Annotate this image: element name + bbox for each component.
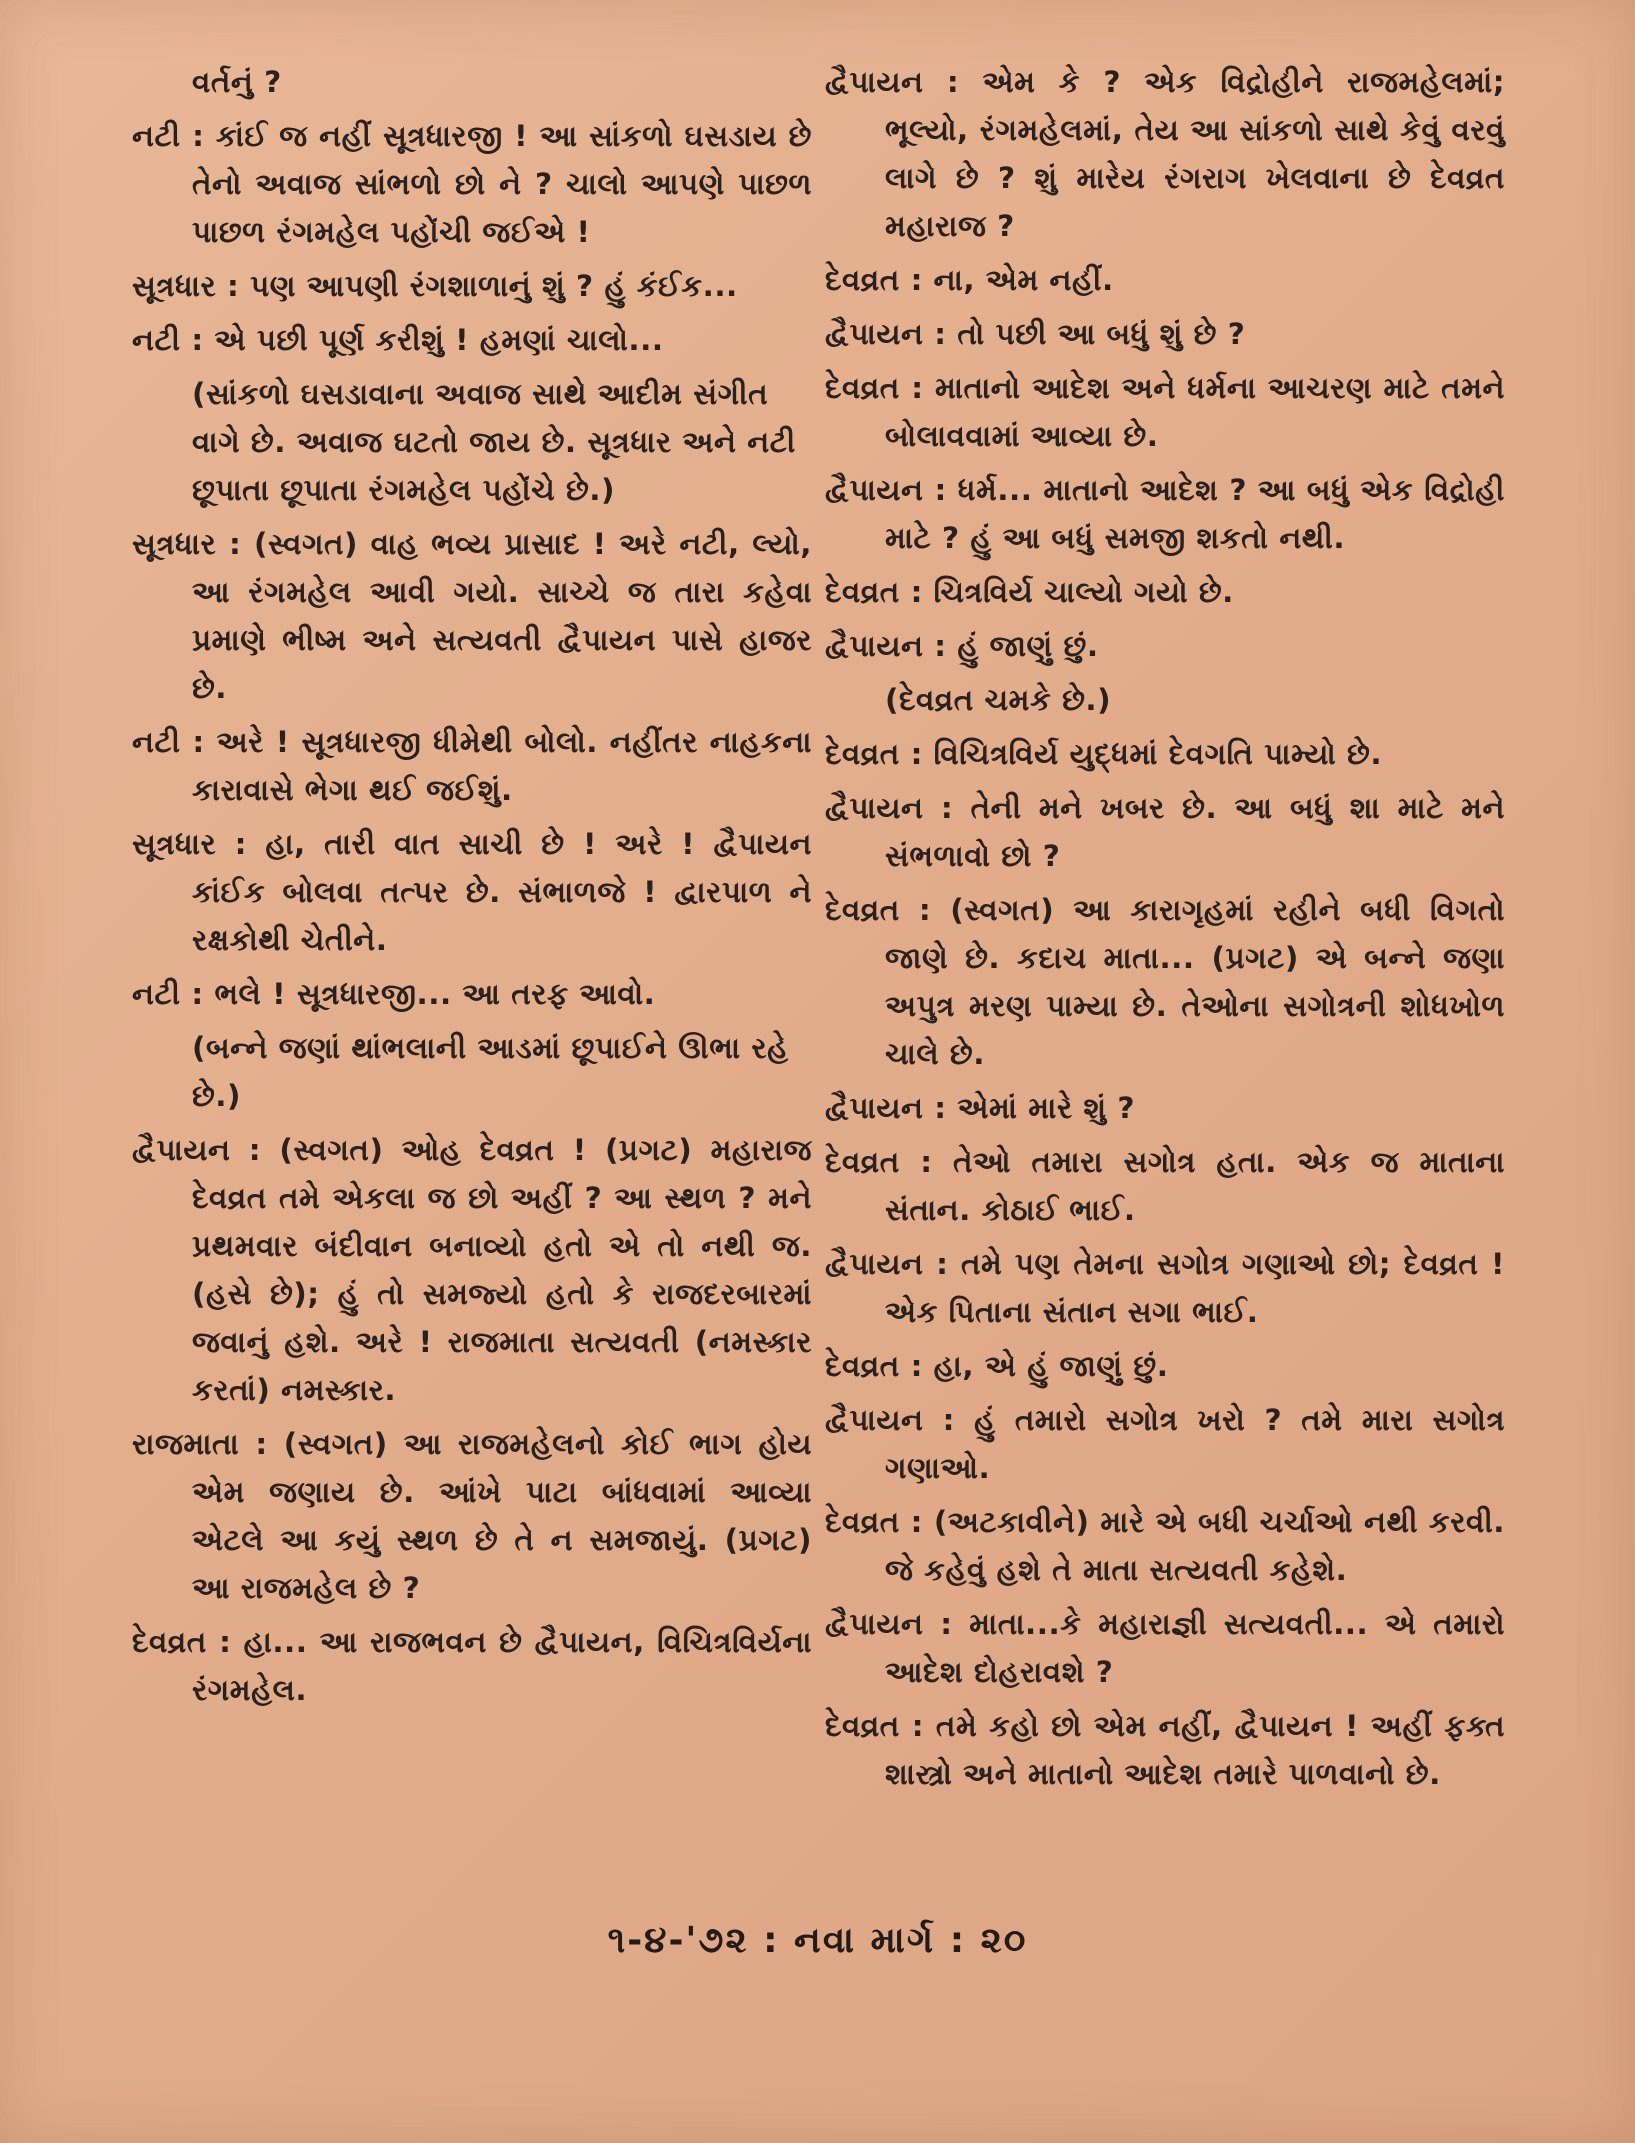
speaker-name: દેવવ્રત: [825, 1349, 900, 1383]
right-column: [825, 58, 1505, 1804]
speaker-name: નટી: [132, 977, 181, 1011]
dialogue-line: [825, 730, 1505, 778]
dialogue-line: [132, 112, 812, 256]
speaker-name: દ્વૈપાયન: [132, 1133, 231, 1167]
dialogue-text: તો પછી આ બધું શું છે ?: [957, 317, 1246, 351]
dialogue-line: [825, 1342, 1505, 1390]
dialogue-text: (સ્વગત) આ રાજમહેલનો કોઈ ભાગ હોય એમ જણાય છે. આંખે પાટા બાંધવામાં આવ્યા એટલે આ કયું સ્થળ છે તે ન સમજાયું. (પ્રગટ) આ રાજમહેલ છે ?: [192, 1427, 812, 1605]
speaker-separator: :: [923, 65, 983, 99]
speaker-name: દેવવ્રત: [825, 893, 900, 927]
dialogue-line: [825, 310, 1505, 358]
dialogue-text: ભલે ! સૂત્રધારજી... આ તરફ આવો.: [214, 977, 656, 1011]
dialogue-line: [825, 1084, 1505, 1132]
speaker-separator: :: [239, 1427, 284, 1461]
dialogue-line: [132, 316, 812, 364]
dialogue-line: [825, 1240, 1505, 1336]
dialogue-line: [132, 1618, 812, 1714]
dialogue-line: [825, 886, 1505, 1078]
dialogue-line: [825, 1138, 1505, 1234]
speaker-name: દ્વૈપાયન: [825, 473, 924, 507]
speaker-name: સૂત્રધાર: [132, 827, 217, 861]
speaker-separator: :: [180, 977, 215, 1011]
speaker-name: દ્વૈપાયન: [825, 1607, 924, 1641]
dialogue-line: [825, 466, 1505, 562]
speaker-separator: :: [216, 269, 251, 303]
speaker-separator: :: [216, 827, 266, 861]
dialogue-text: હું જાણું છું.: [957, 629, 1099, 663]
dialogue-text: વિચિત્રવિર્ય યુદ્ધમાં દેવગતિ પામ્યો છે.: [933, 737, 1383, 771]
page-footer: ૧-૪-'૭૨ : નવા માર્ગ : ૨૦: [607, 1920, 1028, 1961]
speaker-separator: :: [899, 371, 935, 405]
speaker-separator: :: [923, 791, 971, 825]
speaker-name: દેવવ્રત: [825, 263, 900, 297]
dialogue-text: ચિત્રવિર્ય ચાલ્યો ગયો છે.: [933, 575, 1234, 609]
dialogue-line: [132, 262, 812, 310]
dialogue-text: (સ્વગત) આ કારાગૃહમાં રહીને બધી વિગતો જાણે છે. કદાચ માતા... (પ્રગટ) એ બન્ને જણા અપુત્ર મરણ પામ્યા છે. તેઓના સગોત્રની શોધખોળ ચાલે છે.: [885, 893, 1505, 1071]
speaker-name: સૂત્રધાર: [132, 269, 217, 303]
speaker-name: દેવવ્રત: [825, 737, 900, 771]
continued-text: વર્તનું ?: [192, 65, 282, 99]
dialogue-text: તમે કહો છો એમ નહીં, દ્વૈપાયન ! અહીં ફક્ત શાસ્ત્રો અને માતાનો આદેશ તમારે પાળવાનો છે.: [885, 1709, 1506, 1791]
speaker-name: નટી: [132, 119, 181, 153]
speaker-name: દ્વૈપાયન: [825, 317, 924, 351]
speaker-separator: :: [230, 1133, 280, 1167]
speaker-separator: :: [180, 323, 215, 357]
dialogue-line: [825, 1498, 1505, 1594]
speaker-separator: :: [923, 317, 958, 351]
dialogue-text: (સ્વગત) ઓહ દેવવ્રત ! (પ્રગટ) મહારાજ દેવવ્રત તમે એકલા જ છો અહીં ? આ સ્થળ ? મને પ્રથમવાર બંદીવાન બનાવ્યો હતો એ તો નથી જ. (હસે છે); હું તો સમજ્યો હતો કે રાજદરબારમાં જવાનું હશે. અરે ! રાજમાતા સત્યવતી (નમસ્કાર કરતાં) નમસ્કાર.: [192, 1133, 812, 1407]
dialogue-line: [825, 784, 1505, 880]
speaker-name: સૂત્રધાર: [132, 527, 217, 561]
dialogue-line: [132, 1126, 812, 1414]
speaker-name: રાજમાતા: [132, 1427, 240, 1461]
speaker-name: દેવવ્રત: [825, 1505, 900, 1539]
dialogue-text: તમે પણ તેમના સગોત્ર ગણાઓ છો; દેવવ્રત ! એક પિતાના સંતાન સગા ભાઈ.: [885, 1247, 1505, 1329]
speaker-name: દેવવ્રત: [825, 1145, 900, 1179]
speaker-separator: :: [899, 575, 934, 609]
speaker-separator: :: [899, 737, 934, 771]
speaker-name: દ્વૈપાયન: [825, 629, 924, 663]
speaker-name: દેવવ્રત: [132, 1625, 207, 1659]
speaker-separator: :: [899, 1349, 934, 1383]
speaker-separator: :: [923, 1403, 975, 1437]
speaker-separator: :: [899, 893, 951, 927]
dialogue-text: એમાં મારે શું ?: [957, 1091, 1135, 1125]
dialogue-text: (અટકાવીને) મારે એ બધી ચર્ચાઓ નથી કરવી. જે કહેવું હશે તે માતા સત્યવતી કહેશે.: [885, 1505, 1505, 1587]
speaker-name: દ્વૈપાયન: [825, 1091, 924, 1125]
speaker-separator: :: [923, 1091, 958, 1125]
speaker-separator: :: [899, 1709, 936, 1743]
left-column: [132, 58, 812, 1720]
speaker-separator: :: [899, 1145, 953, 1179]
dialogue-text: કાંઈ જ નહીં સૂત્રધારજી ! આ સાંકળો ઘસડાય છે તેનો અવાજ સાંભળો છો ને ? ચાલો આપણે પાછળ પાછળ રંગમહેલ પહોંચી જઈએ !: [192, 119, 812, 249]
speaker-separator: :: [180, 725, 217, 759]
speaker-name: દ્વૈપાયન: [825, 791, 924, 825]
dialogue-text: એમ કે ? એક વિદ્રોહીને રાજમહેલમાં; ભૂલ્યો, રંગમહેલમાં, તેય આ સાંકળો સાથે કેવું વરવું લાગે છે ? શું મારેય રંગરાગ ખેલવાના છે દેવવ્રત મહારાજ ?: [885, 65, 1505, 243]
dialogue-line: [825, 364, 1505, 460]
speaker-name: દેવવ્રત: [825, 575, 900, 609]
dialogue-text: અરે ! સૂત્રધારજી ધીમેથી બોલો. નહીંતર નાહકના કારાવાસે ભેગા થઈ જઈશું.: [192, 725, 812, 807]
dialogue-text: ધર્મ... માતાનો આદેશ ? આ બધું એક વિદ્રોહી માટે ? હું આ બધું સમજી શકતો નથી.: [885, 473, 1505, 555]
speaker-separator: :: [923, 1247, 961, 1281]
dialogue-text: ના, એમ નહીં.: [933, 263, 1114, 297]
dialogue-text: હા, એ હું જાણું છું.: [933, 1349, 1169, 1383]
dialogue-text: તેઓ તમારા સગોત્ર હતા. એક જ માતાના સંતાન. કોઠાઈ ભાઈ.: [885, 1145, 1505, 1227]
speaker-name: દ્વૈપાયન: [825, 1403, 924, 1437]
dialogue-line: [825, 1600, 1505, 1696]
speaker-separator: :: [180, 119, 216, 153]
dialogue-text: માતાનો આદેશ અને ધર્મના આચરણ માટે તમને બોલાવવામાં આવ્યા છે.: [885, 371, 1505, 453]
speaker-separator: :: [216, 527, 254, 561]
dialogue-line: [825, 568, 1505, 616]
speaker-separator: :: [206, 1625, 244, 1659]
dialogue-text: માતા...કે મહારાજ્ઞી સત્યવતી... એ તમારો આદેશ દોહરાવશે ?: [885, 1607, 1505, 1689]
dialogue-line: [132, 718, 812, 814]
speaker-name: નટી: [132, 725, 181, 759]
dialogue-text: હા, તારી વાત સાચી છે ! અરે ! દ્વૈપાયન કાંઈક બોલવા તત્પર છે. સંભાળજે ! દ્વારપાળ ને રક્ષકોથી ચેતીને.: [192, 827, 812, 957]
dialogue-line: [825, 58, 1505, 250]
speaker-name: નટી: [132, 323, 181, 357]
speaker-name: દ્વૈપાયન: [825, 1247, 924, 1281]
dialogue-line: [825, 256, 1505, 304]
dialogue-text: તેની મને ખબર છે. આ બધું શા માટે મને સંભળાવો છો ?: [885, 791, 1505, 873]
speaker-name: દેવવ્રત: [825, 371, 900, 405]
dialogue-line: [132, 970, 812, 1018]
dialogue-line: [825, 622, 1505, 670]
speaker-separator: :: [899, 1505, 934, 1539]
dialogue-text: હા... આ રાજભવન છે દ્વૈપાયન, વિચિત્રવિર્યના રંગમહેલ.: [192, 1625, 812, 1707]
dialogue-line: [825, 1702, 1505, 1798]
speaker-name: દ્વૈપાયન: [825, 65, 924, 99]
speaker-separator: :: [923, 473, 958, 507]
speaker-separator: :: [923, 629, 958, 663]
dialogue-text: એ પછી પૂર્ણ કરીશું ! હમણાં ચાલો...: [214, 323, 664, 357]
dialogue-text: હું તમારો સગોત્ર ખરો ? તમે મારા સગોત્ર ગણાઓ.: [885, 1403, 1505, 1485]
dialogue-text: પણ આપણી રંગશાળાનું શું ? હું કંઈક...: [250, 269, 738, 303]
dialogue-line: [825, 1396, 1505, 1492]
dialogue-text: (સ્વગત) વાહ ભવ્ય પ્રાસાદ ! અરે નટી, લ્યો, આ રંગમહેલ આવી ગયો. સાચ્ચે જ તારા કહેવા પ્રમાણે ભીષ્મ અને સત્યવતી દ્વૈપાયન પાસે હાજર છે.: [192, 527, 812, 705]
speaker-separator: :: [899, 263, 934, 297]
dialogue-line: [132, 820, 812, 964]
speaker-name: દેવવ્રત: [825, 1709, 900, 1743]
stage-direction: (દેવવ્રત ચમકે છે.): [885, 683, 1112, 717]
stage-direction: (સાંકળો ઘસડાવાના અવાજ સાથે આદીમ સંગીત વાગે છે. અવાજ ઘટતો જાય છે. સૂત્રધાર અને નટી છૂપાતા છૂપાતા રંગમહેલ પહોંચે છે.): [192, 377, 796, 507]
dialogue-line: [132, 1420, 812, 1612]
speaker-separator: :: [923, 1607, 970, 1641]
dialogue-line: [132, 520, 812, 712]
stage-direction: (બન્ને જણાં થાંભલાની આડમાં છૂપાઈને ઊભા રહે છે.): [192, 1031, 789, 1113]
